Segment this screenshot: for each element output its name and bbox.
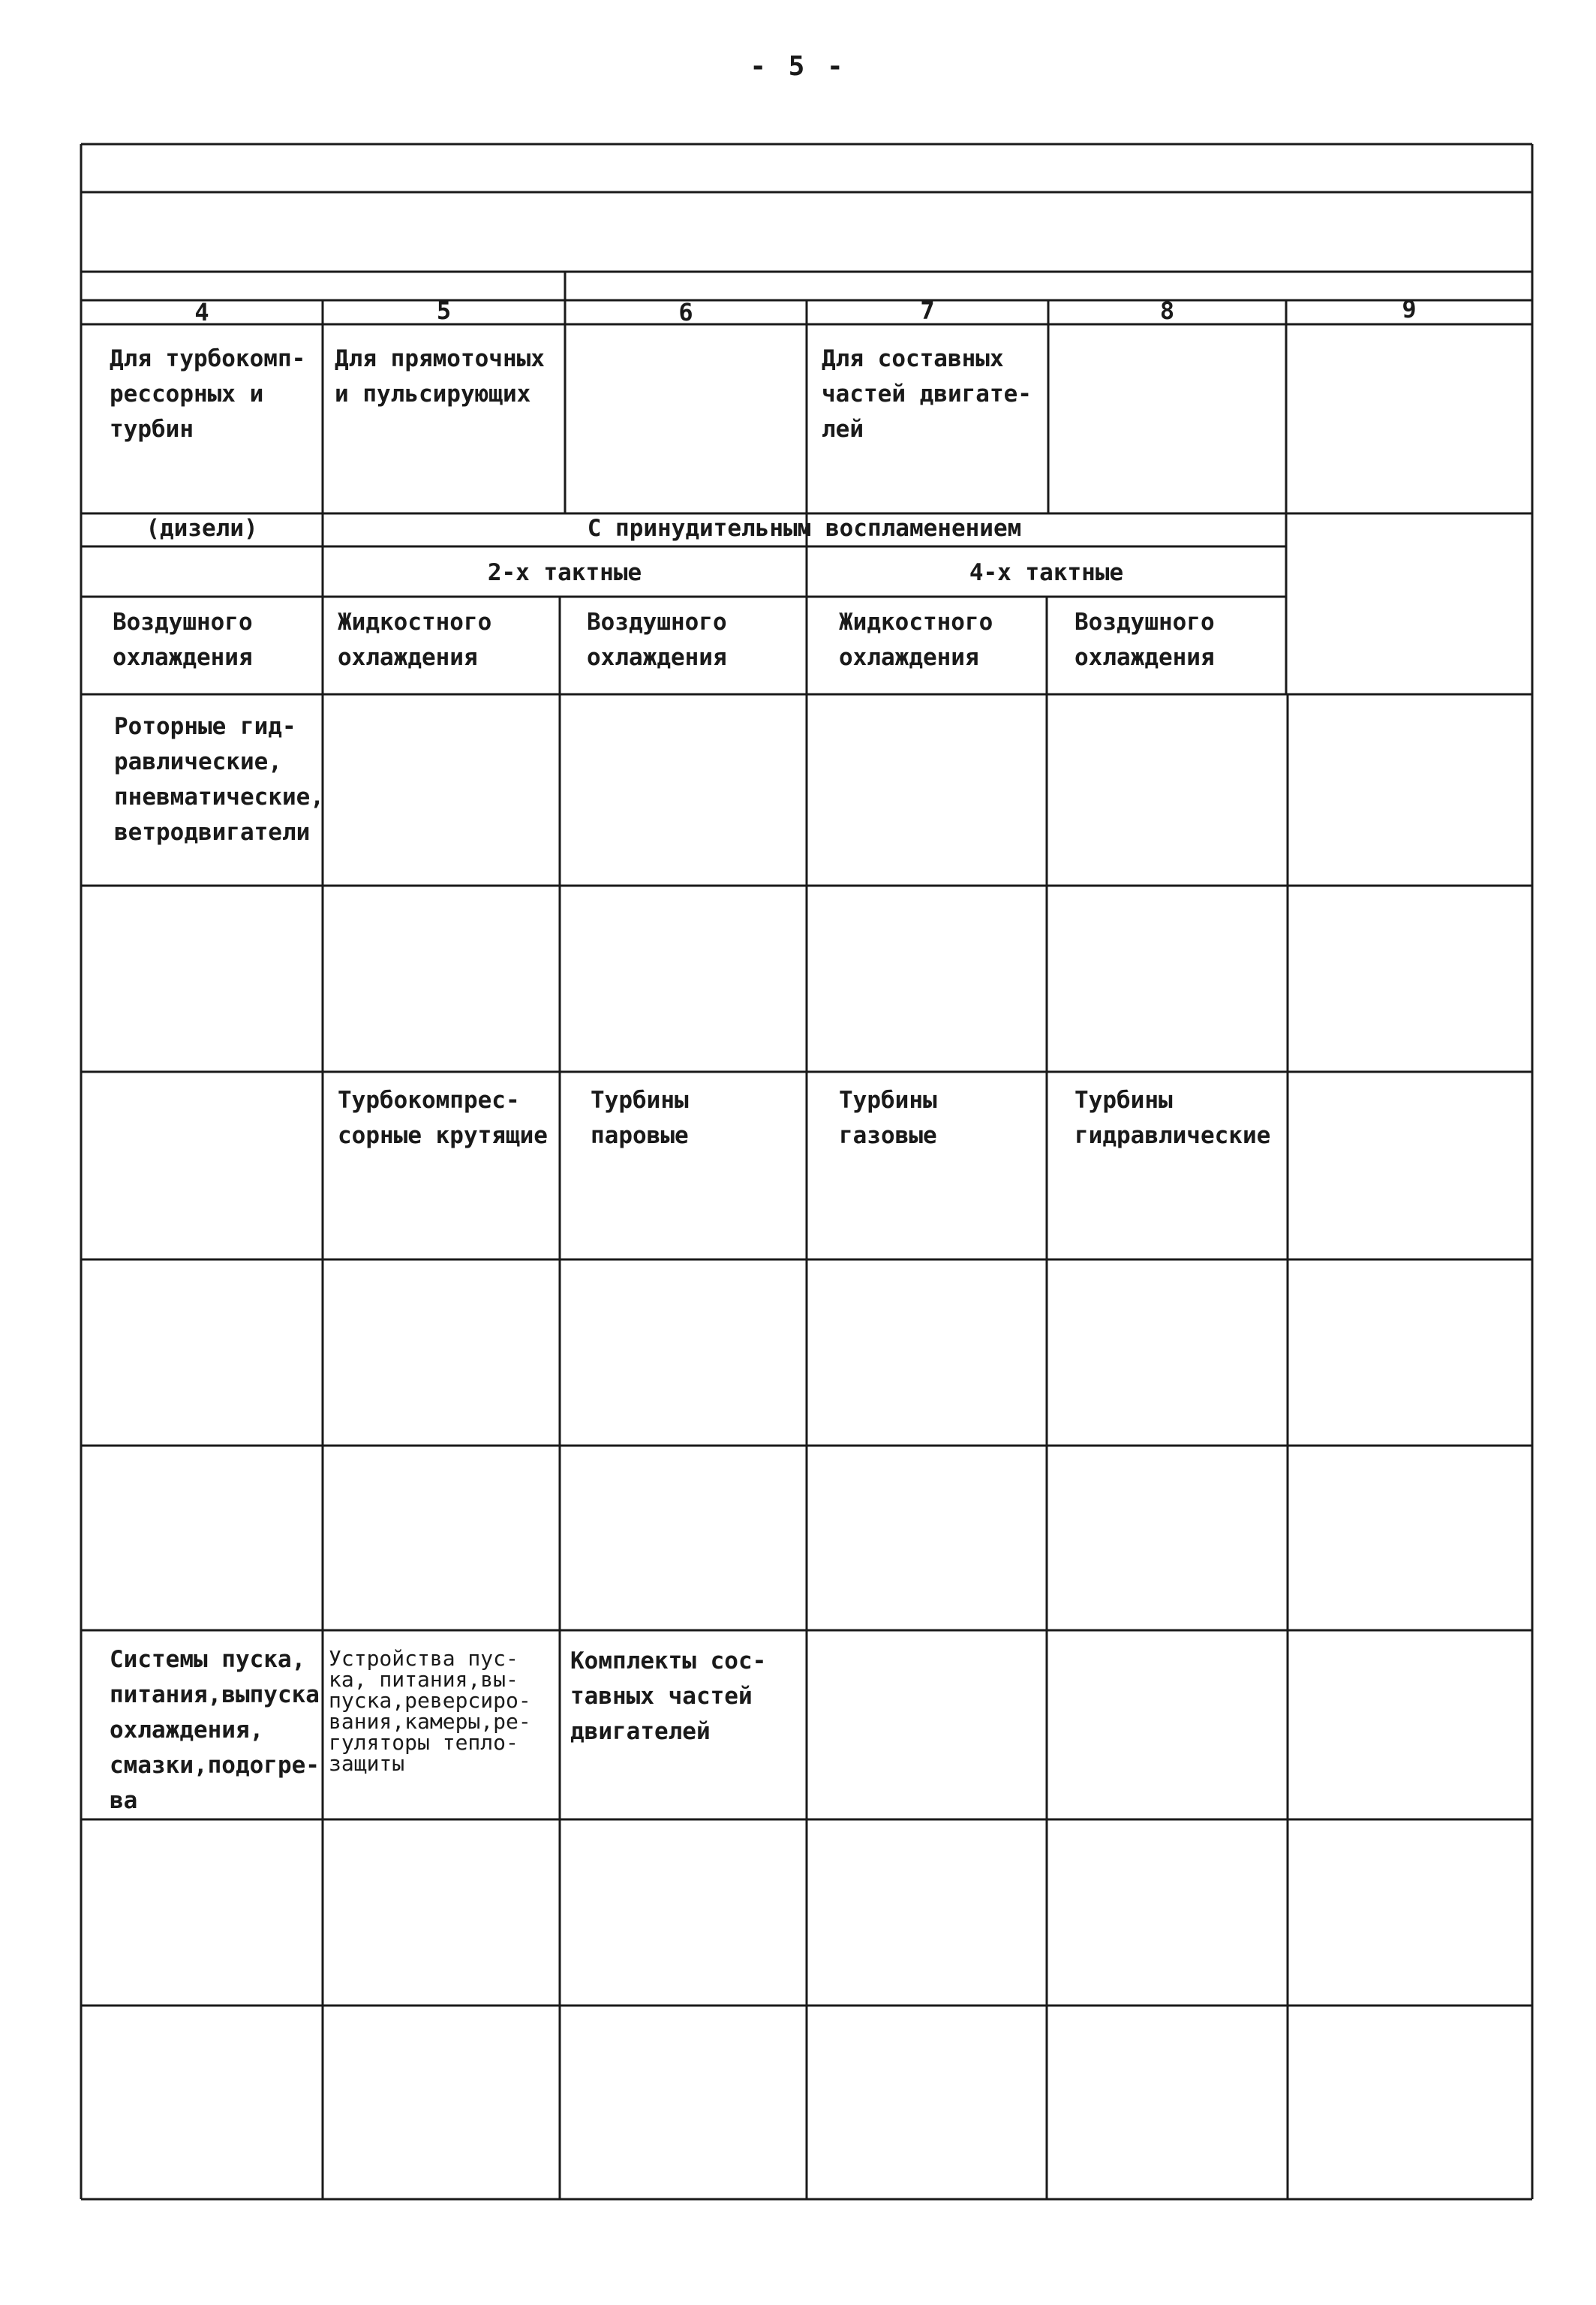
column-number-9: 9 [1402, 295, 1417, 323]
column-number-8: 8 [1159, 296, 1175, 325]
cell-row-e-col8: Турбины гидравлические [1075, 1087, 1271, 1149]
cell-row-c-col4: Роторные гид- равлические, пневматические, ветродвигатели [114, 713, 324, 846]
cell-row-e-col6: Турбины паровые [591, 1087, 689, 1149]
column-number-5: 5 [436, 296, 452, 325]
cell-row-a-col4: Для турбокомп- рессорных и турбин [110, 345, 306, 443]
cell-four-stroke-label: 4-х тактные [969, 559, 1124, 586]
cell-cooling-col8: Воздушного охлаждения [1075, 609, 1215, 671]
cell-cooling-col4: Воздушного охлаждения [113, 609, 253, 671]
cell-cooling-col7: Жидкостного охлаждения [839, 609, 993, 671]
column-number-6: 6 [678, 298, 693, 326]
cell-two-stroke-label: 2-х тактные [487, 559, 642, 586]
cell-cooling-col6: Воздушного охлаждения [587, 609, 727, 671]
column-number-7: 7 [920, 296, 935, 325]
cell-row-a-col5: Для прямоточных и пульсирующих [335, 345, 545, 408]
cell-row-a-col7: Для составных частей двигате- лей [822, 345, 1032, 443]
page-number: - 5 - [750, 51, 846, 82]
column-number-4: 4 [194, 298, 209, 326]
cell-row-h-col4: Системы пуска, питания,выпуска охлаждения, смазки,подогре- ва [110, 1646, 320, 1814]
cell-row-h-col5: Устройства пус- ка, питания,вы- пуска,реверсиро- вания,камеры,ре- гуляторы тепло- защиты [329, 1646, 531, 1776]
cell-row-h-col6: Комплекты сос- тавных частей двигателей [570, 1648, 767, 1745]
cell-diesel-label: (дизели) [146, 515, 258, 542]
cell-cooling-col5: Жидкостного охлаждения [338, 609, 492, 671]
cell-row-e-col5: Турбокомпрес- сорные крутящие [338, 1087, 548, 1149]
cell-spark-ignition-label: С принудительным воспламенением [587, 515, 1022, 542]
cell-row-e-col7: Турбины газовые [839, 1087, 937, 1149]
